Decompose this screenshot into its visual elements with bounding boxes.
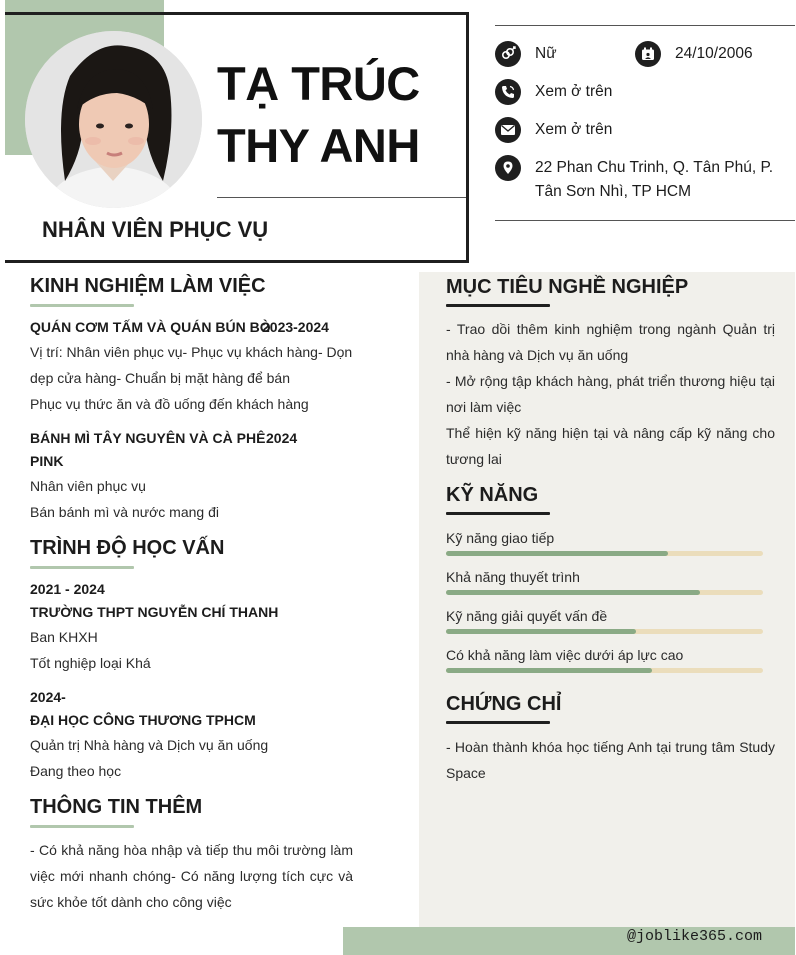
job-2-company-line-1: BÁNH MÌ TÂY NGUYÊN VÀ CÀ PHÊ xyxy=(30,430,266,446)
objective-line: nơi làm việc xyxy=(446,399,522,415)
location-icon xyxy=(495,155,521,181)
calendar-icon xyxy=(635,41,661,67)
job-1-period: 2023-2024 xyxy=(262,319,329,335)
certificates-title: CHỨNG CHỈ xyxy=(446,693,562,715)
skills-underline xyxy=(446,512,550,515)
education-2-line: Quản trị Nhà hàng và Dịch vụ ăn uống xyxy=(30,737,269,753)
education-1-period: 2021 - 2024 xyxy=(30,581,105,597)
job-2-description xyxy=(30,473,360,525)
phone-value: Xem ở trên xyxy=(535,83,613,100)
email-value: Xem ở trên xyxy=(535,121,613,138)
address-value xyxy=(535,156,790,204)
address-line-2: Tân Sơn Nhì, TP HCM xyxy=(535,183,692,200)
objective-text xyxy=(446,316,775,472)
skill-2-fill xyxy=(446,590,700,595)
experience-title: KINH NGHIỆM LÀM VIỆC xyxy=(30,275,266,297)
skill-1-track xyxy=(446,551,763,556)
job-1-description xyxy=(30,339,360,417)
skill-3-label: Kỹ năng giải quyết vấn đề xyxy=(446,608,608,624)
job-2-company-line-2: PINK xyxy=(30,453,64,469)
education-title: TRÌNH ĐỘ HỌC VẤN xyxy=(30,537,225,559)
gender-value: Nữ xyxy=(535,45,557,62)
additional-line: sức khỏe tốt dành cho công việc xyxy=(30,894,232,910)
skill-3-track xyxy=(446,629,763,634)
candidate-name xyxy=(217,53,420,177)
education-2-line: Đang theo học xyxy=(30,763,122,779)
experience-underline xyxy=(30,304,134,307)
education-2-details xyxy=(30,732,360,784)
education-1-line: Ban KHXH xyxy=(30,629,98,645)
education-1-school: TRƯỜNG THPT NGUYỄN CHÍ THANH xyxy=(30,604,279,620)
skill-1-label: Kỹ năng giao tiếp xyxy=(446,530,555,546)
job-1-line: Phục vụ thức ăn và đồ uống đến khách hàng xyxy=(30,396,309,412)
birthday-value: 24/10/2006 xyxy=(675,45,753,62)
additional-line: việc mới nhanh chóng- Có năng lượng tích cực và xyxy=(30,868,353,884)
email-icon xyxy=(495,117,521,143)
objective-line: - Trao dồi thêm kinh nghiệm trong ngành Quản trị xyxy=(446,321,775,337)
objective-line: - Mở rộng tập khách hàng, phát triển thương hiệu tại xyxy=(446,373,775,389)
objective-line: tương lai xyxy=(446,451,502,467)
job-1-company: QUÁN CƠM TẤM VÀ QUÁN BÚN BÒ xyxy=(30,319,271,335)
name-divider xyxy=(217,197,466,198)
certificates-text xyxy=(446,734,775,786)
skill-1-fill xyxy=(446,551,668,556)
skill-2-label: Khả năng thuyết trình xyxy=(446,569,580,585)
additional-line: - Có khả năng hòa nhập và tiếp thu môi trường làm xyxy=(30,842,353,858)
education-2-school: ĐẠI HỌC CÔNG THƯƠNG TPHCM xyxy=(30,712,256,728)
objective-line: nhà hàng và Dịch vụ ăn uống xyxy=(446,347,629,363)
avatar xyxy=(25,31,202,208)
contact-divider-bottom xyxy=(495,220,795,221)
skill-2-track xyxy=(446,590,763,595)
certificates-underline xyxy=(446,721,550,724)
job-2-period: 2024 xyxy=(266,430,298,446)
additional-underline xyxy=(30,825,134,828)
objective-underline xyxy=(446,304,550,307)
footer-watermark: @joblike365.com xyxy=(627,928,763,945)
skill-4-fill xyxy=(446,668,652,673)
job-2-line: Bán bánh mì và nước mang đi xyxy=(30,504,219,520)
skills-title: KỸ NĂNG xyxy=(446,484,539,506)
phone-icon xyxy=(495,79,521,105)
education-1-line: Tốt nghiệp loại Khá xyxy=(30,655,151,671)
name-line-1: TẠ TRÚC xyxy=(217,57,420,110)
objective-line: Thể hiện kỹ năng hiện tại và nâng cấp kỹ năng cho xyxy=(446,425,775,441)
certificate-line: Space xyxy=(446,765,486,781)
job-2-line: Nhân viên phục vụ xyxy=(30,478,146,494)
job-1-line: dẹp cửa hàng- Chuẩn bị mặt hàng để bán xyxy=(30,370,291,386)
objective-title: MỤC TIÊU NGHỀ NGHIỆP xyxy=(446,276,689,298)
job-title: NHÂN VIÊN PHỤC VỤ xyxy=(42,217,269,242)
education-2-period: 2024- xyxy=(30,689,66,705)
gender-icon xyxy=(495,41,521,67)
contact-divider-top xyxy=(495,25,795,26)
skill-3-fill xyxy=(446,629,636,634)
address-line-1: 22 Phan Chu Trinh, Q. Tân Phú, P. xyxy=(535,159,774,176)
name-line-2: THY ANH xyxy=(217,119,420,172)
certificate-line: - Hoàn thành khóa học tiếng Anh tại trung tâm Study xyxy=(446,739,775,755)
education-1-details xyxy=(30,624,360,676)
skill-4-track xyxy=(446,668,763,673)
additional-text xyxy=(30,837,353,915)
skill-4-label: Có khả năng làm việc dưới áp lực cao xyxy=(446,647,684,663)
additional-title: THÔNG TIN THÊM xyxy=(30,796,203,818)
education-underline xyxy=(30,566,134,569)
job-1-line: Vị trí: Nhân viên phục vụ- Phục vụ khách hàng- Dọn xyxy=(30,344,353,360)
